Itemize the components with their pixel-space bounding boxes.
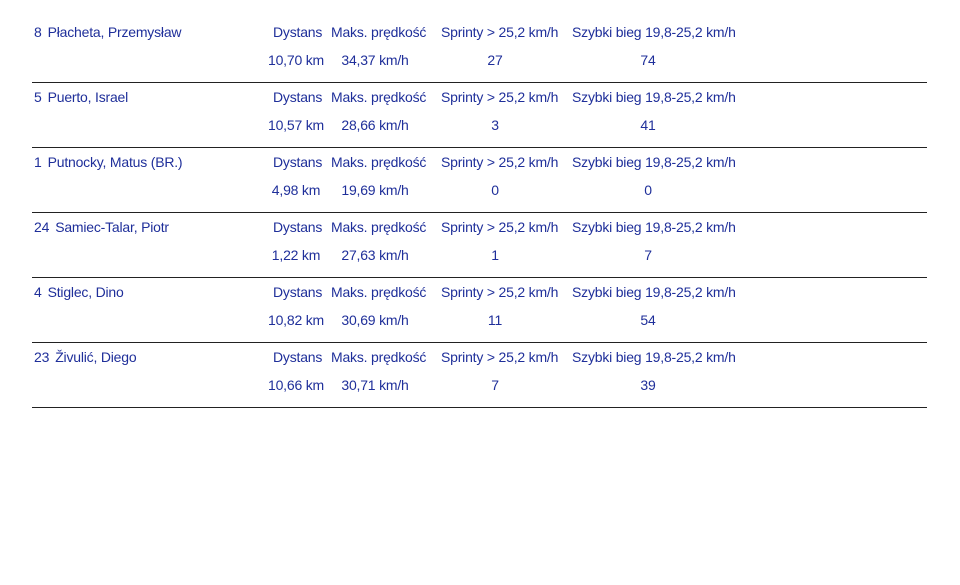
- sprints-header: Sprinty > 25,2 km/h: [441, 154, 559, 170]
- player-number: 4: [34, 284, 42, 300]
- fast-run-value: 39: [640, 377, 656, 393]
- player-name: Samiec-Talar, Piotr: [55, 219, 169, 235]
- player-row: [32, 83, 927, 148]
- max-speed-value: 19,69 km/h: [341, 182, 409, 198]
- player-row: [32, 343, 927, 408]
- max-speed-header: Maks. prędkość: [331, 89, 427, 105]
- max-speed-header: Maks. prędkość: [331, 154, 427, 170]
- player-name: Stiglec, Dino: [47, 284, 124, 300]
- max-speed-value: 30,71 km/h: [341, 377, 409, 393]
- distance-value: 10,66 km: [268, 377, 324, 393]
- distance-header: Dystans: [273, 349, 323, 365]
- player-number: 8: [34, 24, 42, 40]
- max-speed-value: 34,37 km/h: [341, 52, 409, 68]
- distance-value: 10,70 km: [268, 52, 324, 68]
- max-speed-value: 28,66 km/h: [341, 117, 409, 133]
- distance-header: Dystans: [273, 89, 323, 105]
- sprints-header: Sprinty > 25,2 km/h: [441, 349, 559, 365]
- player-name-cell: [34, 219, 169, 235]
- player-name: Živulić, Diego: [55, 349, 137, 365]
- sprints-value: 1: [491, 247, 499, 263]
- player-number: 24: [34, 219, 50, 235]
- fast-run-value: 7: [644, 247, 652, 263]
- player-name-cell: [34, 284, 124, 300]
- player-name-cell: [34, 349, 136, 365]
- fast-run-header: Szybki bieg 19,8-25,2 km/h: [572, 154, 736, 170]
- player-row: [32, 18, 927, 83]
- distance-header: Dystans: [273, 154, 323, 170]
- fast-run-value: 74: [640, 52, 656, 68]
- player-name: Puerto, Israel: [47, 89, 129, 105]
- player-name-cell: [34, 24, 181, 40]
- player-row: [32, 278, 927, 343]
- player-row: [32, 213, 927, 278]
- sprints-header: Sprinty > 25,2 km/h: [441, 284, 559, 300]
- fast-run-value: 41: [640, 117, 656, 133]
- fast-run-value: 54: [640, 312, 656, 328]
- sprints-header: Sprinty > 25,2 km/h: [441, 89, 559, 105]
- distance-header: Dystans: [273, 24, 323, 40]
- sprints-value: 0: [491, 182, 499, 198]
- distance-value: 1,22 km: [271, 247, 321, 263]
- player-name-cell: [34, 89, 128, 105]
- fast-run-header: Szybki bieg 19,8-25,2 km/h: [572, 349, 736, 365]
- player-number: 1: [34, 154, 42, 170]
- player-name: Płacheta, Przemysław: [47, 24, 182, 40]
- max-speed-header: Maks. prędkość: [331, 349, 427, 365]
- max-speed-value: 27,63 km/h: [341, 247, 409, 263]
- player-name-cell: [34, 154, 182, 170]
- max-speed-header: Maks. prędkość: [331, 219, 427, 235]
- fast-run-header: Szybki bieg 19,8-25,2 km/h: [572, 89, 736, 105]
- fast-run-header: Szybki bieg 19,8-25,2 km/h: [572, 284, 736, 300]
- distance-header: Dystans: [273, 219, 323, 235]
- player-number: 5: [34, 89, 42, 105]
- player-number: 23: [34, 349, 50, 365]
- distance-value: 4,98 km: [271, 182, 321, 198]
- fast-run-header: Szybki bieg 19,8-25,2 km/h: [572, 24, 736, 40]
- sprints-header: Sprinty > 25,2 km/h: [441, 24, 559, 40]
- max-speed-value: 30,69 km/h: [341, 312, 409, 328]
- distance-header: Dystans: [273, 284, 323, 300]
- sprints-header: Sprinty > 25,2 km/h: [441, 219, 559, 235]
- sprints-value: 7: [491, 377, 499, 393]
- distance-value: 10,57 km: [268, 117, 324, 133]
- player-stats-list: [32, 18, 927, 408]
- sprints-value: 3: [491, 117, 499, 133]
- fast-run-header: Szybki bieg 19,8-25,2 km/h: [572, 219, 736, 235]
- distance-value: 10,82 km: [268, 312, 324, 328]
- player-name: Putnocky, Matus (BR.): [47, 154, 183, 170]
- player-row: [32, 148, 927, 213]
- sprints-value: 27: [487, 52, 503, 68]
- max-speed-header: Maks. prędkość: [331, 284, 427, 300]
- max-speed-header: Maks. prędkość: [331, 24, 427, 40]
- fast-run-value: 0: [644, 182, 652, 198]
- sprints-value: 11: [487, 312, 503, 328]
